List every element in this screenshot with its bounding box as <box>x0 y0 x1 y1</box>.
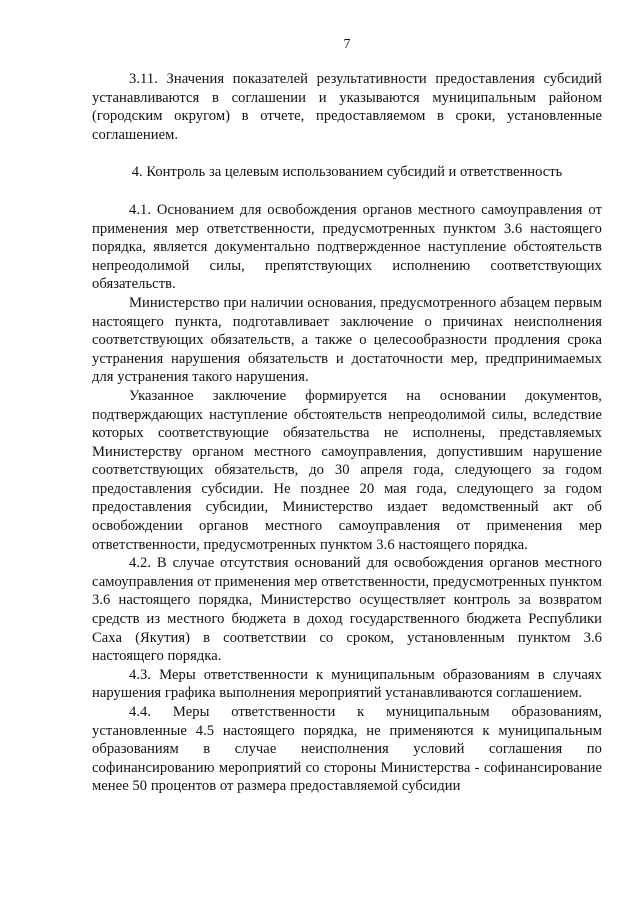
paragraph-4-2: 4.2. В случае отсутствия оснований для освобождения органов местного самоуправления от применения мер ответственности, предусмотренных пунктом 3.6 настоящего порядка, Министерство осуществляет контроль за возвратом средств из местного бюджета в доход государственного бюджета Республики Саха (Якутия) в соответствии со сроком, установленным пунктом 3.6 настоящего порядка. <box>92 555 602 665</box>
paragraph-4-4: 4.4. Меры ответственности к муниципальным образованиям, установленные 4.5 настоящего порядка, не применяются к муниципальным образованиям в случае неисполнения условий соглашения по софинансированию мероприятий со стороны Министерства - софинансирование менее 50 процентов от размера предоставляемой субсидии <box>92 704 602 795</box>
paragraph-4-1-ministry: Министерство при наличии основания, предусмотренного абзацем первым настоящего пункта, подготавливает заключение о причинах неисполнения соответствующих обязательств, а также о целесообразности продления срока устранения нарушения обязательств и достаточности мер, предпринимаемых для устранения такого нарушения. <box>92 294 602 386</box>
paragraph-4-3: 4.3. Меры ответственности к муниципальным образованиям в случаях нарушения графика выполнения мероприятий устанавливаются соглашением. <box>92 666 602 702</box>
page-number: 7 <box>343 37 351 52</box>
spacer <box>92 182 602 201</box>
paragraph-3-11: 3.11. Значения показателей результативности предоставления субсидий устанавливаются в соглашении и указываются муниципальным районом (городским округом) в отчете, предоставляемом в сроки, установленные соглашением. <box>92 71 602 143</box>
paragraph-4-1-conclusion: Указанное заключение формируется на основании документов, подтверждающих наступление обстоятельств непреодолимой силы, вследствие которых соответствующие обязательства не исполнены, представляемых Министерству органом местного самоуправления, допустившим нарушение соответствующих обязательств, до 30 апреля года, следующего за годом предоставления субсидии. Не позднее 20 мая года, следующего за годом предоставления субсидии, Министерство издает ведомственный акт об освобождении органов местного самоуправления от применения мер ответственности, предусмотренных пунктом 3.6 настоящего порядка. <box>92 387 602 553</box>
section-heading: 4. Контроль за целевым использованием субсидий и ответственность <box>131 164 563 181</box>
spacer <box>92 144 602 163</box>
paragraph-4-1: 4.1. Основанием для освобождения органов местного самоуправления от применения мер ответственности, предусмотренных пунктом 3.6 настоящего порядка, является документально подтвержденное наступление обстоятельств непреодолимой силы, препятствующих исполнению соответствующих обязательств. <box>92 201 602 293</box>
